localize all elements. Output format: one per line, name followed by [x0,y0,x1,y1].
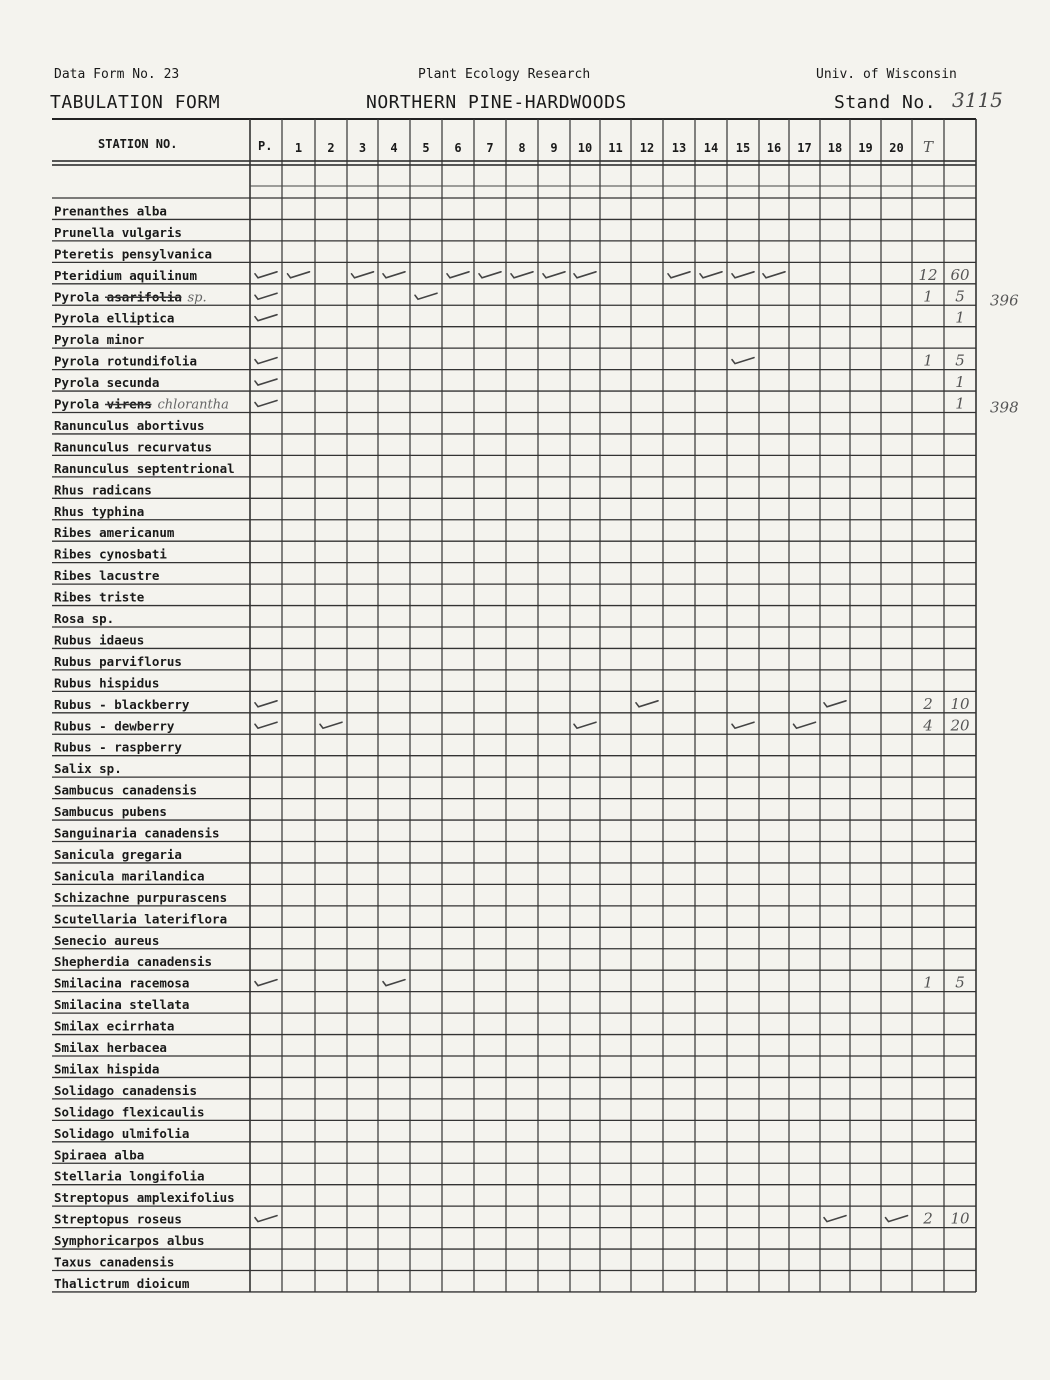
frequency-value: 1 [955,308,965,327]
frequency-value: 5 [955,287,965,306]
frequency-value: 5 [955,351,965,370]
species-name: Scutellaria lateriflora [54,911,228,927]
station-check [352,272,374,278]
station-check [574,272,596,278]
presence-check [255,722,277,728]
presence-check [255,379,277,385]
station-check [543,272,565,278]
species-name: Ribes cynosbati [54,546,167,562]
species-name: Pyrola elliptica [54,310,175,326]
species-name: Ribes americanum [54,525,175,541]
margin-note: 398 [990,398,1019,417]
species-name: Rubus hispidus [54,675,160,691]
species-name: Smilacina racemosa [54,975,190,991]
station-number-header: 8 [518,141,526,155]
station-check [700,272,722,278]
station-check [824,701,846,707]
species-name: Spiraea alba [54,1147,145,1163]
species-name: Pteretis pensylvanica [54,246,213,262]
station-check [668,272,690,278]
station-check [320,722,342,728]
presence-check [255,315,277,321]
station-number-header: 9 [550,141,558,155]
species-name: Ranunculus abortivus [54,417,205,433]
institution: Univ. of Wisconsin [816,67,957,82]
species-name: Prunella vulgaris [54,224,182,240]
species-name: Sanicula gregaria [54,846,182,862]
species-handnote: chlorantha [157,397,229,413]
station-check [886,1216,908,1222]
total-count: 4 [923,716,933,735]
frequency-value: 60 [950,265,970,284]
species-name: Rhus typhina [54,503,145,519]
species-name: Smilax ecirrhata [54,1018,175,1034]
species-name: Rubus parviflorus [54,653,182,669]
station-number-header: 14 [703,141,719,155]
species-name: Ribes triste [54,589,145,605]
station-number-header: 3 [358,141,367,155]
frequency-value: 10 [950,694,970,713]
station-number-header: 7 [486,141,494,155]
presence-check [255,701,277,707]
species-name: Pyrola asarifolia [54,289,182,305]
species-name: Shepherdia canadensis [54,954,213,970]
stand-label: Stand No. [834,92,937,113]
species-name: Sambucus canadensis [54,782,197,798]
station-number-header: 17 [797,141,812,155]
total-header: T [922,138,934,156]
species-name: Smilax hispida [54,1061,160,1077]
station-number-header: 6 [454,141,462,155]
station-check [383,272,405,278]
station-check [794,722,816,728]
species-name: Solidago ulmifolia [54,1125,190,1141]
species-name: Rubus - blackberry [54,696,190,712]
species-name: Prenanthes alba [54,203,167,219]
station-number-header: 15 [735,141,751,155]
species-name: Thalictrum dioicum [54,1275,190,1291]
station-check [824,1216,846,1222]
species-name: Schizachne purpurascens [54,889,228,905]
species-name: Symphoricarpos albus [54,1233,205,1249]
community-title: NORTHERN PINE-HARDWOODS [366,92,627,113]
station-check [447,272,469,278]
presence-check [255,401,277,407]
station-number-header: 4 [390,141,398,155]
frequency-value: 20 [950,716,970,735]
station-number-header: 20 [889,141,904,155]
total-count: 1 [923,287,933,306]
station-header: STATION NO. [98,137,178,151]
station-number-header: 2 [327,141,335,155]
species-name: Pyrola virens [54,396,152,412]
station-number-header: 1 [294,141,303,155]
station-check [479,272,501,278]
station-check [732,358,754,364]
species-name: Ranunculus septentrional [54,460,235,476]
species-name: Smilacina stellata [54,997,190,1013]
presence-check [255,272,277,278]
species-name: Streptopus roseus [54,1211,182,1227]
station-check [732,272,754,278]
stand-number: 3115 [952,88,1003,112]
station-number-header: 13 [671,141,687,155]
form-title: TABULATION FORM [50,92,221,113]
research-title: Plant Ecology Research [418,67,591,82]
total-count: 2 [923,1209,933,1228]
station-number-header: 18 [827,141,843,155]
species-name: Rosa sp. [54,611,115,626]
station-number-header: 19 [858,141,873,155]
station-number-header: 16 [766,141,782,155]
species-name: Pyrola minor [54,332,145,348]
station-check [636,701,658,707]
species-name: Stellaria longifolia [54,1168,205,1184]
station-check [415,293,437,299]
species-name: Rubus - raspberry [54,739,182,755]
station-number-header: 11 [608,141,623,155]
species-name: Streptopus amplexifolius [54,1190,235,1206]
species-name: Solidago canadensis [54,1082,197,1098]
frequency-value: 5 [955,973,965,992]
species-name: Pyrola secunda [54,375,160,391]
frequency-value: 10 [950,1209,970,1228]
species-name: Pteridium aquilinum [54,267,197,283]
species-name: Sanguinaria canadensis [54,825,220,841]
station-check [383,980,405,986]
total-count: 2 [923,694,933,713]
station-check [511,272,533,278]
species-name: Rubus - dewberry [54,718,175,734]
total-count: 1 [923,351,933,370]
station-number-header: 5 [422,141,430,155]
frequency-value: 1 [955,394,965,413]
species-name: Rhus radicans [54,482,152,498]
station-number-header: 10 [577,141,593,155]
total-count: 1 [923,973,933,992]
station-number-header: 12 [639,141,655,155]
margin-note: 396 [990,291,1019,310]
species-name: Sanicula marilandica [54,868,205,884]
species-handnote: sp. [187,290,207,306]
station-check [763,272,785,278]
presence-header: P. [258,139,273,153]
species-name: Rubus idaeus [54,632,145,648]
total-count: 12 [918,265,938,284]
station-check [574,722,596,728]
frequency-value: 1 [955,373,965,392]
species-name: Taxus canadensis [54,1254,175,1270]
station-check [732,722,754,728]
species-name: Senecio aureus [54,932,160,948]
species-name: Ranunculus recurvatus [54,439,213,455]
species-name: Sambucus pubens [54,804,167,820]
species-name: Smilax herbacea [54,1040,167,1055]
presence-check [255,358,277,364]
presence-check [255,980,277,986]
presence-check [255,1216,277,1222]
species-name: Ribes lacustre [54,568,160,584]
form-number: Data Form No. 23 [54,67,180,82]
species-name: Pyrola rotundifolia [54,353,197,369]
presence-check [255,293,277,299]
station-check [288,272,310,278]
species-name: Salix sp. [54,761,122,777]
species-name: Solidago flexicaulis [54,1104,205,1120]
